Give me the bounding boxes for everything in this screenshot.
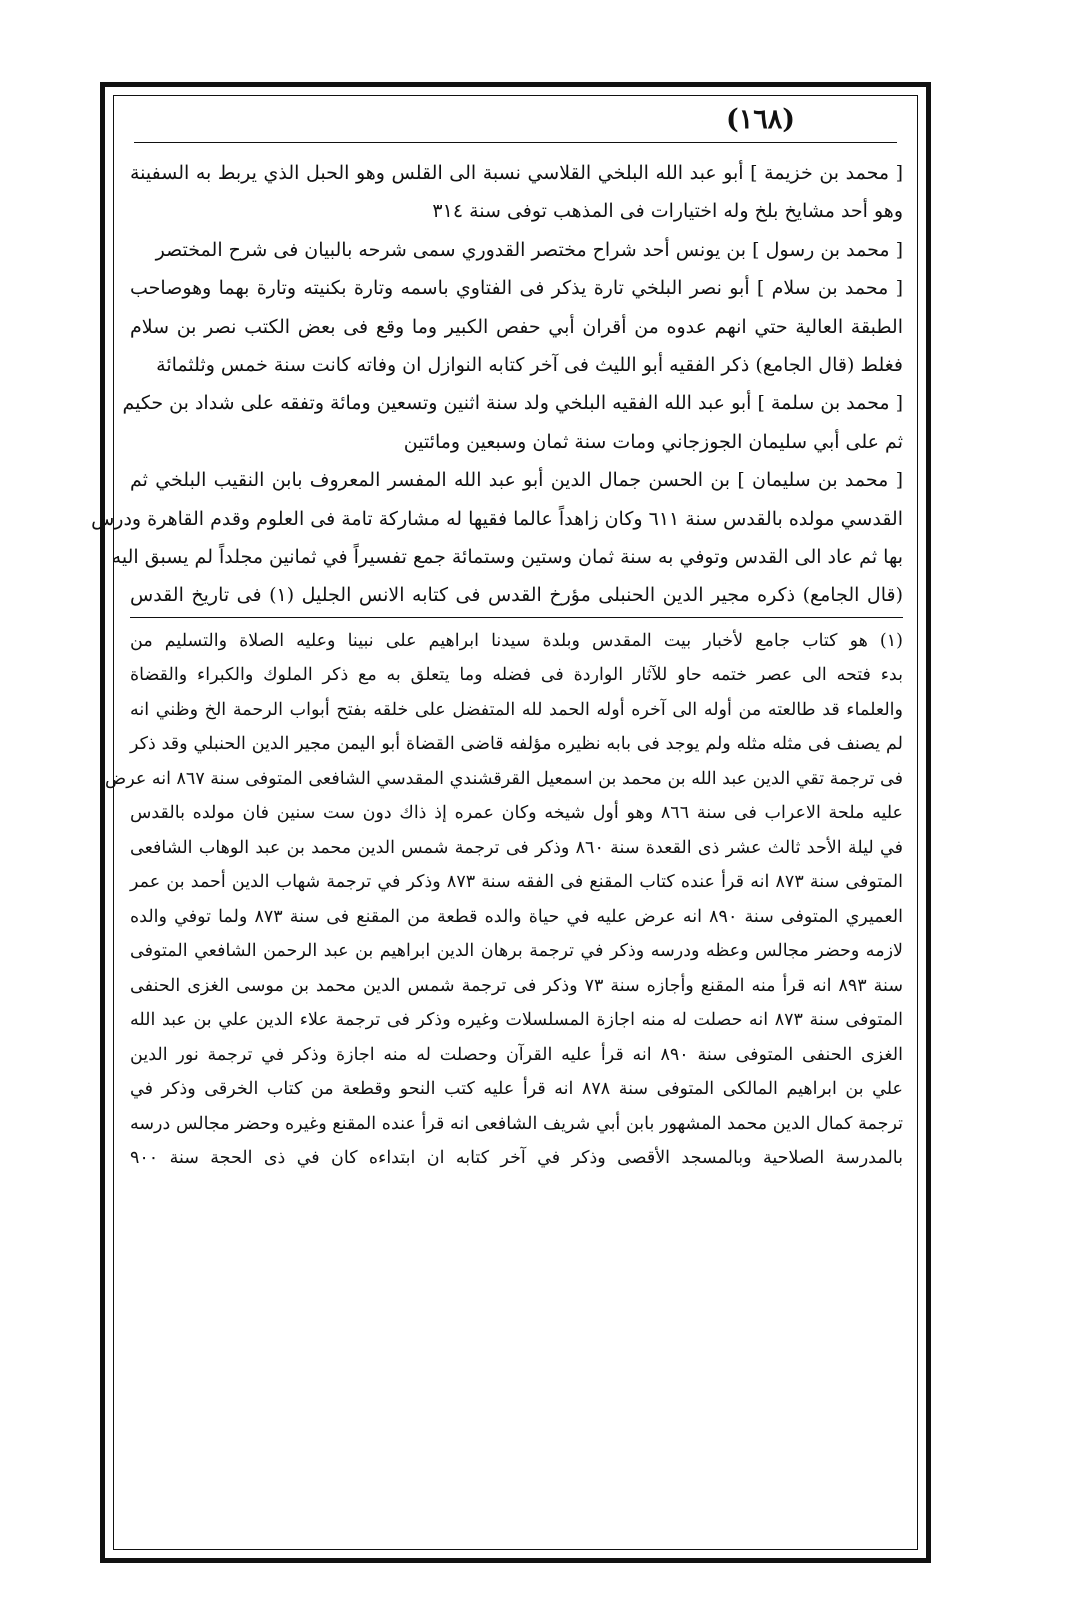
footnote-line: فى ترجمة تقي الدين عبد الله بن محمد بن اسمعيل القرقشندي المقدسي الشافعى المتوفى سنة ٨٦٧ انه عرض	[105, 768, 903, 789]
main-line: وهو أحد مشايخ بلخ وله اختيارات فى المذهب توفى سنة ٣١٤	[432, 200, 903, 223]
footnote-line: في ليلة الأحد ثالث عشر ذى القعدة سنة ٨٦٠ وذكر فى ترجمة شمس الدين محمد بن عبد الوهاب الشافعى	[130, 837, 903, 858]
footnote-text	[105, 624, 903, 1176]
footnote-line: بدء فتحه الى عصر ختمه حاو للآثار الواردة فى فضله وما يتعلق به مع ذكر الملوك والكبراء والقضاة	[130, 665, 903, 686]
main-line: ثم على أبي سليمان الجوزجاني ومات سنة ثمان وسبعين ومائتين	[403, 430, 903, 453]
footnote-line: بالمدرسة الصلاحية وبالمسجد الأقصى وذكر في آخر كتابه ان ابتداءه كان في ذى الحجة سنة ٩٠٠	[130, 1148, 903, 1169]
main-line: القدسي مولده بالقدس سنة ٦١١ وكان زاهداً عالما فقيها له مشاركة تامة فى العلوم وقدم القاهرة ودرس	[91, 507, 903, 530]
footnote-line: ترجمة كمال الدين محمد المشهور بابن أبي شريف الشافعى انه قرأ عنده المقنع وغيره وحضر مجالس درسه	[130, 1113, 903, 1134]
main-line: فغلط (قال الجامع) ذكر الفقيه أبو الليث فى آخر كتابه النوازل ان وفاته كانت سنة خمس وثلثمائة	[156, 353, 903, 376]
page-number: (١٦٨)	[726, 104, 796, 135]
footnote-line: المتوفى سنة ٨٧٣ انه حصلت له منه اجازة المسلسلات وغيره وذكر فى ترجمة علاء الدين علي بن عبد الله	[130, 1010, 903, 1031]
footnote-line: العميري المتوفى سنة ٨٩٠ انه عرض عليه في حياة والده قطعة من المقنع فى سنة ٨٧٣ ولما توفي والده	[130, 906, 903, 927]
footnote-separator	[130, 617, 903, 618]
main-line: [ محمد بن سلام ] أبو نصر البلخي تارة يذكر فى الفتاوي باسمه وتارة بكنيته وتارة بهما وهوصاحب	[130, 277, 903, 300]
footnote-line: والعلماء قد طالعته من أوله الى آخره أوله الحمد لله المتفضل على خلقه بفتح أبواب الرحمة الخ وظني انه	[130, 699, 903, 720]
footnote-line: الغزى الحنفى المتوفى سنة ٨٩٠ انه قرأ عليه القرآن وحصلت له منه اجازة وذكر في ترجمة نور الدين	[130, 1044, 903, 1065]
main-line: الطبقة العالية حتي انهم عدوه من أقران أبي حفص الكبير وما وقع فى بعض الكتب نصر بن سلام	[130, 315, 903, 338]
footnote-line: سنة ٨٩٣ انه قرأ منه المقنع وأجازه سنة ٧٣ وذكر فى ترجمة شمس الدين محمد بن موسى الغزى الحنفى	[130, 975, 903, 996]
footnote-line: لم يصنف فى مثله مثله ولم يوجد فى بابه نظيره مؤلفه قاضى القضاة أبو اليمن مجير الدين الحنبلي وقد ذكر	[130, 734, 903, 755]
main-line: [ محمد بن سليمان ] بن الحسن جمال الدين أبو عبد الله المفسر المعروف بابن النقيب البلخي ثم	[130, 469, 903, 492]
main-line: [ محمد بن خزيمة ] أبو عبد الله البلخي القلاسي نسبة الى القلس وهو الحبل الذي يربط به السفينة	[130, 162, 903, 184]
page-border-outer	[91, 82, 931, 1563]
page-content	[91, 154, 904, 1176]
header-rule	[134, 142, 897, 143]
footnote-line: المتوفى سنة ٨٧٣ انه قرأ عنده كتاب المقنع فى الفقه سنة ٨٧٣ وذكر في ترجمة شهاب الدين أحمد بن عمر	[130, 872, 903, 893]
main-line: (قال الجامع) ذكره مجير الدين الحنبلى مؤرخ القدس فى كتابه الانس الجليل (١) فى تاريخ القدس	[130, 584, 904, 607]
main-line: بها ثم عاد الى القدس وتوفي به سنة ثمان وستين وستمائة جمع تفسيراً في ثمانين مجلداً لم يسبق اليه	[111, 545, 903, 568]
footnote-line: علي بن ابراهيم المالكى المتوفى سنة ٨٧٨ انه قرأ عليه كتب النحو وقطعة من كتاب الخرقى وذكر في	[130, 1079, 903, 1100]
main-line: [ محمد بن سلمة ] أبو عبد الله الفقيه البلخي ولد سنة اثنين وتسعين ومائة وتفقه على شداد بن حكيم	[122, 392, 903, 415]
footnote-line: عليه ملحة الاعراب فى سنة ٨٦٦ وهو أول شيخه وكان عمره إذ ذاك دون ست سنين فان مولده بالقدس	[130, 803, 903, 824]
page-border-inner	[91, 95, 918, 1550]
footnote-line: (١) هو كتاب جامع لأخبار بيت المقدس وبلدة سيدنا ابراهيم على نبينا وعليه الصلاة والتسليم من	[130, 630, 903, 651]
page-header	[134, 102, 897, 142]
main-line: [ محمد بن رسول ] بن يونس أحد شراح مختصر القدوري سمى شرحه بالبيان فى شرح المختصر	[155, 238, 903, 261]
main-text	[91, 154, 904, 615]
footnote-line: لازمه وحضر مجالس وعظه ودرسه وذكر في ترجمة برهان الدين ابراهيم بن عبد الرحمن الشافعي المتوفى	[130, 941, 903, 962]
